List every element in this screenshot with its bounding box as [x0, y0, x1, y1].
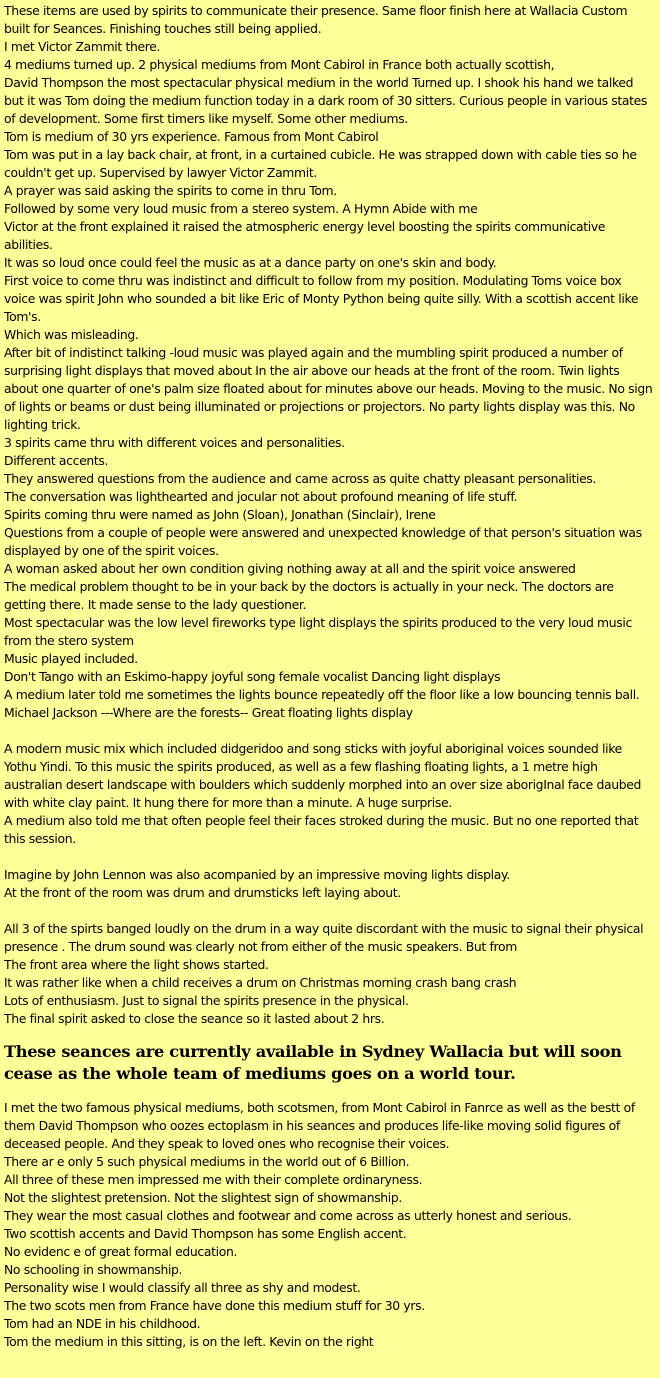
text-line: Lots of enthusiasm. Just to signal the spirits presence in the physical. [4, 993, 409, 1008]
block-imagine-display [4, 866, 656, 902]
block-aboriginal-display [4, 740, 656, 848]
text-line: Different accents. [4, 453, 109, 468]
text-line: Spirits coming thru were named as John (Sloan), Jonathan (Sinclair), Irene [4, 507, 436, 522]
text-line: Tom was put in a lay back chair, at front, in a curtained cubicle. He was strapped down with cable ties so he couldn't get up. Supervised by lawyer Victor Zammit. [4, 147, 637, 180]
spacer [4, 722, 656, 740]
text-line: Music played included. [4, 651, 138, 666]
text-line: All three of these men impressed me with their complete ordinaryness. [4, 1172, 423, 1187]
block-mediums-impressions [4, 1099, 656, 1351]
text-line: A medium later told me sometimes the lights bounce repeatedly off the floor like a low bouncing tennis ball. [4, 687, 640, 702]
text-line: The conversation was lighthearted and jocular not about profound meaning of life stuff. [4, 489, 518, 504]
text-line: Imagine by John Lennon was also acompanied by an impressive moving lights display. [4, 867, 510, 882]
text-line: 3 spirits came thru with different voices and personalities. [4, 435, 345, 450]
spacer [4, 848, 656, 866]
text-line: After bit of indistinct talking -loud music was played again and the mumbling spirit produced a number of surprising light displays that moved about In the air above our heads at the front of the room. Twin lights about one quarter of one's palm size floated about for minutes above our heads. Moving to the music. No sign of lights or beams or dust being illuminated or projections or projectors. No party lights display was this. No lighting trick. [4, 345, 653, 432]
text-line: No schooling in showmanship. [4, 1262, 183, 1277]
block-seance-account [4, 2, 656, 722]
text-line: Questions from a couple of people were answered and unexpected knowledge of that person's situation was displayed by one of the spirit voices. [4, 525, 642, 558]
headline-world-tour: These seances are currently available in Sydney Wallacia but will soon cease as the whole team of mediums goes on a world tour. [4, 1042, 622, 1083]
text-line: I met Victor Zammit there. [4, 39, 161, 54]
text-line: No evidenc e of great formal education. [4, 1244, 238, 1259]
text-line: Not the slightest pretension. Not the slightest sign of showmanship. [4, 1190, 403, 1205]
text-line: Followed by some very loud music from a stereo system. A Hymn Abide with me [4, 201, 478, 216]
text-line: David Thompson the most spectacular physical medium in the world Turned up. I shook his hand we talked but it was Tom doing the medium function today in a dark room of 30 sitters. Curious people in various states of development. Some first timers like myself. Some other mediums. [4, 75, 648, 126]
text-line: Victor at the front explained it raised the atmospheric energy level boosting the spirits communicative abilities. [4, 219, 606, 252]
text-line: All 3 of the spirts banged loudly on the drum in a way quite discordant with the music to signal their physical presence . The drum sound was clearly not from either of the music speakers. But from [4, 921, 644, 954]
text-line: Michael Jackson ---Where are the forests-- Great floating lights display [4, 705, 413, 720]
text-line: The final spirit asked to close the seance so it lasted about 2 hrs. [4, 1011, 385, 1026]
text-line: First voice to come thru was indistinct and difficult to follow from my position. Modulating Toms voice box voice was spirit John who sounded a bit like Eric of Monty Python being quite silly. With a scottish accent like Tom's. [4, 273, 639, 324]
spacer [4, 902, 656, 920]
text-line: A medium also told me that often people feel their faces stroked during the music. But no one reported that this session. [4, 813, 639, 846]
text-line: It was so loud once could feel the music as at a dance party on one's skin and body. [4, 255, 497, 270]
text-line: Which was misleading. [4, 327, 139, 342]
text-line: The two scots men from France have done this medium stuff for 30 yrs. [4, 1298, 425, 1313]
text-line: Two scottish accents and David Thompson has some English accent. [4, 1226, 407, 1241]
text-line: A modern music mix which included didgeridoo and song sticks with joyful aboriginal voices sounded like Yothu Yindi. To this music the spirits produced, as well as a few flashing floating lights, a 1 metre high australian desert landscape with boulders which suddenly morphed into an over size aborigInal face daubed with white clay paint. It hung there for more than a minute. A huge surprise. [4, 741, 642, 810]
text-line: A prayer was said asking the spirits to come in thru Tom. [4, 183, 337, 198]
text-line: Tom is medium of 30 yrs experience. Famous from Mont Cabirol [4, 129, 379, 144]
text-line: There ar e only 5 such physical mediums in the world out of 6 Billion. [4, 1154, 410, 1169]
text-line: Most spectacular was the low level fireworks type light displays the spirits produced to the very loud music from the stero system [4, 615, 632, 648]
block-drum-signals [4, 920, 656, 1028]
text-line: Personality wise I would classify all three as shy and modest. [4, 1280, 361, 1295]
text-line: They answered questions from the audience and came across as quite chatty pleasant personalities. [4, 471, 597, 486]
text-line: It was rather like when a child receives a drum on Christmas morning crash bang crash [4, 975, 517, 990]
text-line: Don't Tango with an Eskimo-happy joyful song female vocalist Dancing light displays [4, 669, 501, 684]
text-line: At the front of the room was drum and drumsticks left laying about. [4, 885, 401, 900]
text-line: Tom had an NDE in his childhood. [4, 1316, 201, 1331]
text-line: 4 mediums turned up. 2 physical mediums from Mont Cabirol in France both actually scottish, [4, 57, 555, 72]
text-line: The medical problem thought to be in your back by the doctors is actually in your neck. The doctors are getting there. It made sense to the lady questioner. [4, 579, 614, 612]
text-line: They wear the most casual clothes and footwear and come across as utterly honest and serious. [4, 1208, 572, 1223]
text-line: Tom the medium in this sitting, is on the left. Kevin on the right [4, 1334, 374, 1349]
text-line: I met the two famous physical mediums, both scotsmen, from Mont Cabirol in Fanrce as well as the bestt of them David Thompson who oozes ectoplasm in his seances and produces life-like moving solid figures of deceased people. And they speak to loved ones who recognise their voices. [4, 1100, 635, 1151]
text-line: The front area where the light shows started. [4, 957, 269, 972]
text-line: These items are used by spirits to communicate their presence. Same floor finish here at Wallacia Custom built for Seances. Finishing touches still being applied. [4, 3, 628, 36]
text-line: A woman asked about her own condition giving nothing away at all and the spirit voice answered [4, 561, 576, 576]
